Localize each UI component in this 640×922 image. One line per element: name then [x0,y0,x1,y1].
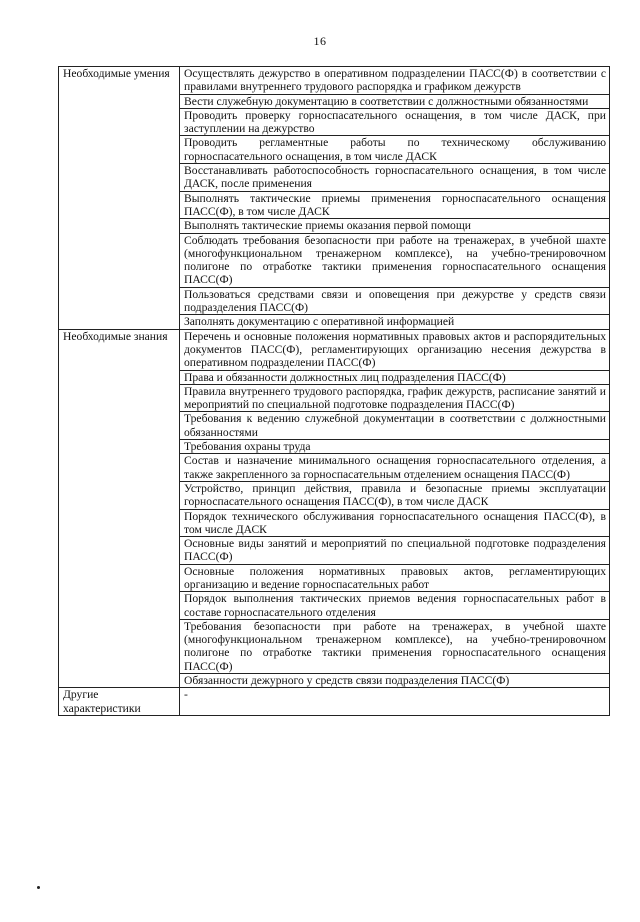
table-row [59,67,610,95]
competency-table [58,66,610,716]
section-item: Основные виды занятий и мероприятий по специальной подготовке подразделения ПАСС(Ф) [180,537,610,565]
section-item: Порядок технического обслуживания горноспасательного оснащения ПАСС(Ф), в том числе ДАСК [180,509,610,537]
section-label: Необходимые умения [59,67,180,330]
section-label: Необходимые знания [59,329,180,688]
section-item: Порядок выполнения тактических приемов ведения горноспасательных работ в составе горноспасательного отделения [180,592,610,620]
section-item: Права и обязанности должностных лиц подразделения ПАСС(Ф) [180,370,610,384]
section-item: Соблюдать требования безопасности при работе на тренажерах, в учебной шахте (многофункциональном тренажерном комплексе), на учебно-тренировочном полигоне по отработке тактики применения горноспасательного оснащения ПАСС(Ф) [180,233,610,287]
section-item: Состав и назначение минимального оснащения горноспасательного отделения, а также закрепленного за горноспасательным отделением оснащения ПАСС(Ф) [180,454,610,482]
section-item: Проводить проверку горноспасательного оснащения, в том числе ДАСК, при заступлении на дежурство [180,108,610,136]
section-item: Требования к ведению служебной документации в соответствии с должностными обязанностями [180,412,610,440]
section-item: Устройство, принцип действия, правила и безопасные приемы эксплуатации горноспасательного оснащения ПАСС(Ф), в том числе ДАСК [180,481,610,509]
section-item: Требования охраны труда [180,440,610,454]
table-row [59,688,610,716]
section-item: Требования безопасности при работе на тренажерах, в учебной шахте (многофункциональном тренажерном комплексе), на учебно-тренировочном полигоне по отработке тактики применения горноспасательного оснащения ПАСС(Ф) [180,619,610,673]
table-row [59,329,610,370]
scan-dot-mark [37,886,40,889]
page-number: 16 [313,34,327,48]
section-item: Пользоваться средствами связи и оповещения при дежурстве у средств связи подразделения ПАСС(Ф) [180,287,610,315]
section-item: Выполнять тактические приемы применения горноспасательного оснащения ПАСС(Ф), в том числе ДАСК [180,191,610,219]
section-item: Вести служебную документацию в соответствии с должностными обязанностями [180,94,610,108]
section-item: Заполнять документацию с оперативной информацией [180,315,610,329]
competency-table-body [59,67,610,716]
section-item: Правила внутреннего трудового распорядка, график дежурств, расписание занятий и мероприятий по специальной подготовке подразделения ПАСС(Ф) [180,384,610,412]
section-item: Осуществлять дежурство в оперативном подразделении ПАСС(Ф) в соответствии с правилами внутреннего трудового распорядка и графиком дежурств [180,67,610,95]
section-item: - [180,688,610,716]
section-item: Обязанности дежурного у средств связи подразделения ПАСС(Ф) [180,674,610,688]
section-item: Перечень и основные положения нормативных правовых актов и распорядительных документов ПАСС(Ф), регламентирующих организацию несения дежурства в оперативном подразделении ПАСС(Ф) [180,329,610,370]
section-label: Другие характеристики [59,688,180,716]
section-item: Проводить регламентные работы по техническому обслуживанию горноспасательного оснащения, в том числе ДАСК [180,136,610,164]
section-item: Восстанавливать работоспособность горноспасательного оснащения, в том числе ДАСК, после применения [180,164,610,192]
section-item: Основные положения нормативных правовых актов, регламентирующих организацию и ведение горноспасательных работ [180,564,610,592]
section-item: Выполнять тактические приемы оказания первой помощи [180,219,610,233]
